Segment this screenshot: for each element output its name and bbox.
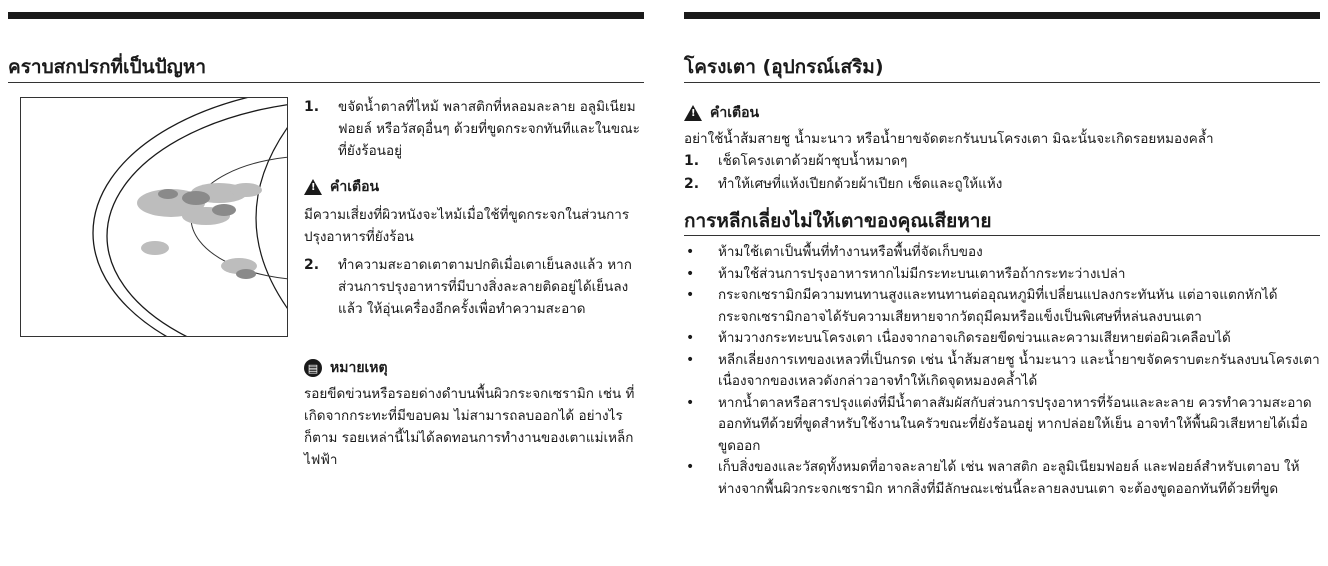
step-number: 2. [304, 257, 320, 273]
left-heading-rule [8, 82, 644, 83]
cooktop-stain-illustration [20, 97, 288, 337]
step-number: 1. [684, 153, 700, 169]
left-note-label [304, 357, 388, 379]
step-number: 2. [684, 176, 700, 192]
step-text: เช็ดโครงเตาด้วยผ้าชุบน้ำหมาดๆ [718, 153, 908, 169]
right-warning-label [684, 102, 759, 124]
note-icon: ▤ [304, 359, 322, 377]
left-heading: คราบสกปรกที่เป็นปัญหา [8, 56, 207, 78]
left-note-text: รอยขีดข่วนหรือรอยด่างดำบนพื้นผิวกระจกเซรามิก เช่น ที่เกิดจากกระทะที่มีขอบคม ไม่สามารถลบออกได้ อย่างไรก็ตาม รอยเหล่านี้ไม่ได้ลดทอนการทำงานของเตาแม่เหล็กไฟฟ้า [304, 386, 635, 468]
step-text: ทำให้เศษที่แห้งเปียกด้วยผ้าเปียก เช็ดและถูให้แห้ง [718, 176, 1003, 192]
list-item: • กระจกเซรามิกมีความทนทานสูงและทนทานต่ออุณหภูมิที่เปลี่ยนแปลงกระทันหัน แต่อาจแตกหักได้ กระจกเซรามิกอาจได้รับความเสียหายจากวัตถุมีคมหรือแข็งเป็นพิเศษที่หล่นลงบนเตา [684, 285, 1320, 328]
note-label-text: หมายเหตุ [330, 360, 388, 376]
list-item: • ห้ามใช้เตาเป็นพื้นที่ทำงานหรือพื้นที่จัดเก็บของ [684, 242, 1320, 264]
step-text: ทำความสะอาดเตาตามปกติเมื่อเตาเย็นลงแล้ว หากส่วนการปรุงอาหารที่มีบางสิ่งละลายติดอยู่ได้เย็นลงแล้ว ให้อุ่นเครื่องอีกครั้งเพื่อทำความสะอาด [338, 257, 632, 317]
right-top-bar [684, 12, 1320, 19]
left-step-1 [304, 96, 644, 162]
right-warning-text: อย่าใช้น้ำส้มสายชู น้ำมะนาว หรือน้ำยาขจัดตะกรันบนโครงเตา มิฉะนั้นจะเกิดรอยหมองคล้ำ [684, 131, 1214, 147]
list-item: • ห้ามวางกระทะบนโครงเตา เนื่องจากอาจเกิดรอยขีดข่วนและความเสียหายต่อผิวเคลือบได้ [684, 328, 1320, 350]
left-top-bar [8, 12, 644, 19]
list-item: • เก็บสิ่งของและวัสดุทั้งหมดที่อาจละลายได้ เช่น พลาสติก อะลูมิเนียมฟอยล์ และฟอยล์สำหรับเตาอบ ให้ห่างจากพื้นผิวกระจกเซรามิก หากสิ่งที่มีลักษณะเช่นนี้ละลายลงบนเตา จะต้องขูดออกทันทีด้วยที่ขูด [684, 457, 1320, 500]
right-step-1 [684, 150, 1320, 172]
warning-icon [684, 105, 702, 121]
right-heading-2: การหลีกเลี่ยงไม่ให้เตาของคุณเสียหาย [684, 210, 992, 232]
list-item: • หลีกเลี่ยงการเทของเหลวที่เป็นกรด เช่น น้ำส้มสายชู น้ำมะนาว และน้ำยาขจัดคราบตะกรันลงบนโครงเตา เนื่องจากของเหลวดังกล่าวอาจทำให้เกิดจุดหมองคล้ำได้ [684, 350, 1320, 393]
list-item: • ห้ามใช้ส่วนการปรุงอาหารหากไม่มีกระทะบนเตาหรือถ้ากระทะว่างเปล่า [684, 264, 1320, 286]
left-step-2 [304, 254, 644, 320]
warning-label-text: คำเตือน [330, 179, 380, 195]
right-heading-rule [684, 82, 1320, 83]
left-warning-label [304, 176, 379, 198]
warning-icon [304, 179, 322, 195]
warning-label-text: คำเตือน [710, 105, 760, 121]
step-text: ขจัดน้ำตาลที่ไหม้ พลาสติกที่หลอมละลาย อลูมิเนียมฟอยล์ หรือวัสดุอื่นๆ ด้วยที่ขูดกระจกทันทีและในขณะที่ยังร้อนอยู่ [338, 99, 640, 159]
step-number: 1. [304, 99, 320, 115]
right-heading: โครงเตา (อุปกรณ์เสริม) [684, 56, 884, 78]
list-item: • หากน้ำตาลหรือสารปรุงแต่งที่มีน้ำตาลสัมผัสกับส่วนการปรุงอาหารที่ร้อนและละลาย ควรทำความสะอาดออกทันทีด้วยที่ขูดสำหรับใช้งานในครัวขณะที่ยังร้อนอยู่ หากปล่อยให้เย็น อาจทำให้พื้นผิวเสียหายได้เมื่อขูดออก [684, 393, 1320, 458]
left-warning-text: มีความเสี่ยงที่ผิวหนังจะไหม้เมื่อใช้ที่ขูดกระจกในส่วนการปรุงอาหารที่ยังร้อน [304, 207, 630, 245]
right-step-2 [684, 173, 1320, 195]
damage-prevention-list [684, 242, 1320, 500]
right-heading-2-rule [684, 235, 1320, 236]
